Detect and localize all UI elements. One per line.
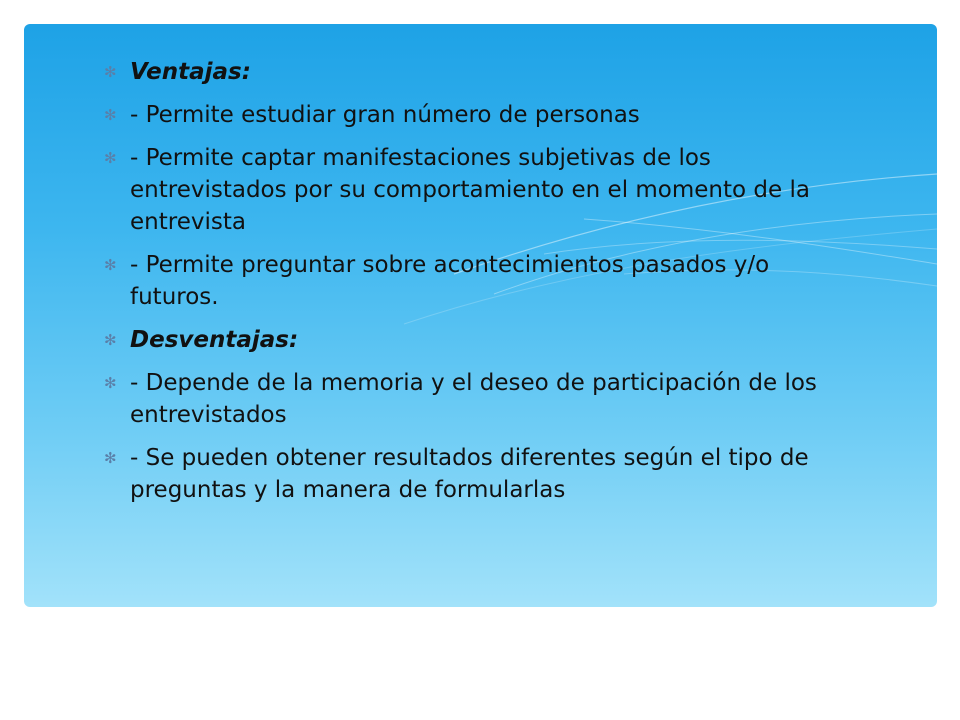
bullet-marker-icon: ✻ bbox=[104, 331, 117, 349]
section-heading-ventajas: Ventajas: bbox=[130, 59, 251, 85]
bullet-item bbox=[104, 442, 844, 506]
bullet-item-ventajas bbox=[104, 56, 844, 88]
bullet-item-desventajas bbox=[104, 324, 844, 356]
bullet-item bbox=[104, 99, 844, 131]
bullet-marker-icon: ✻ bbox=[104, 256, 117, 274]
bullet-text: - Permite captar manifestaciones subjetivas de los entrevistados por su comportamiento en el momento de la entrevista bbox=[130, 145, 810, 235]
bullet-text: - Se pueden obtener resultados diferentes según el tipo de preguntas y la manera de formularlas bbox=[130, 445, 809, 503]
bullet-text: - Depende de la memoria y el deseo de participación de los entrevistados bbox=[130, 370, 817, 428]
bullet-marker-icon: ✻ bbox=[104, 374, 117, 392]
bullet-marker-icon: ✻ bbox=[104, 106, 117, 124]
section-heading-desventajas: Desventajas: bbox=[130, 327, 299, 353]
bullet-marker-icon: ✻ bbox=[104, 149, 117, 167]
bullet-text: - Permite estudiar gran número de personas bbox=[130, 102, 640, 128]
bullet-marker-icon: ✻ bbox=[104, 63, 117, 81]
bullet-item bbox=[104, 367, 844, 431]
bullet-item bbox=[104, 142, 844, 238]
bullet-item bbox=[104, 249, 844, 313]
bullet-list bbox=[104, 56, 844, 517]
bullet-text: - Permite preguntar sobre acontecimientos pasados y/o futuros. bbox=[130, 252, 770, 310]
bullet-marker-icon: ✻ bbox=[104, 449, 117, 467]
